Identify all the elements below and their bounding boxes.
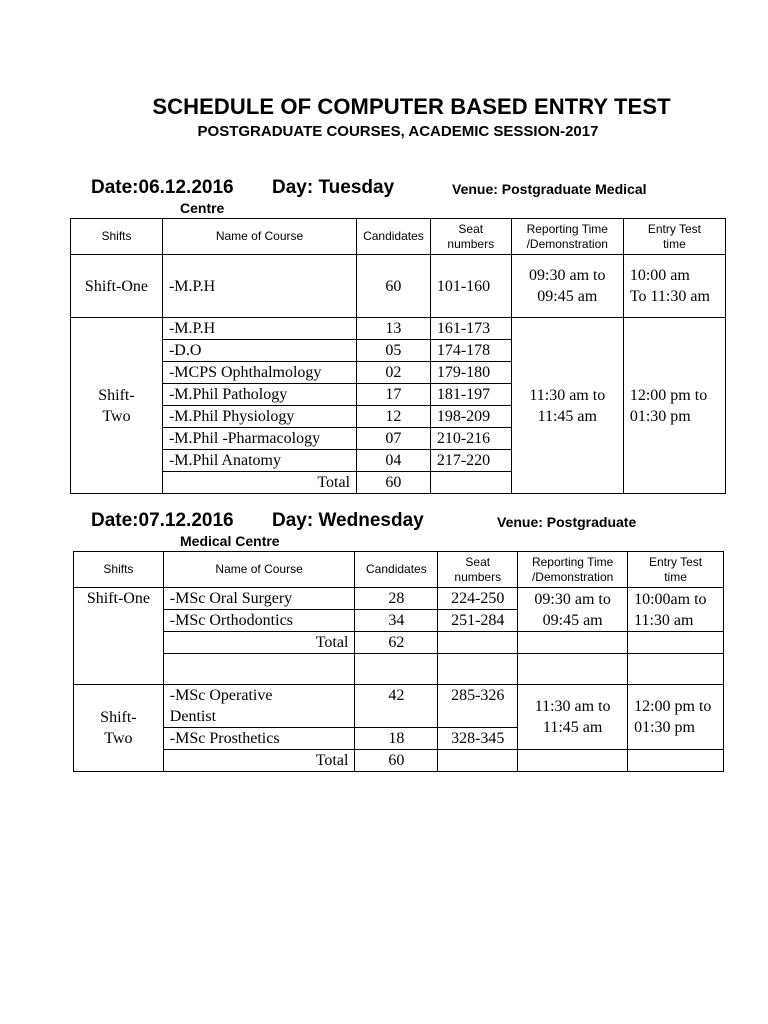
candidates-count: 18 xyxy=(355,728,438,750)
empty-cell xyxy=(628,654,724,685)
total-row xyxy=(74,750,724,772)
reporting-time: 11:30 am to 11:45 am xyxy=(511,318,623,494)
total-label: Total xyxy=(162,472,356,494)
seat-range: 161-173 xyxy=(430,318,511,340)
empty-cell xyxy=(163,654,355,685)
day2-venue: Venue: Postgraduate xyxy=(497,514,637,530)
page-subtitle: POSTGRADUATE COURSES, ACADEMIC SESSION-2017 xyxy=(197,123,599,140)
seat-range: 285-326 xyxy=(438,685,518,728)
empty-cell xyxy=(628,750,724,772)
total-label: Total xyxy=(163,632,355,654)
empty-cell xyxy=(628,632,724,654)
header-reporting-time: Reporting Time /Demonstration xyxy=(518,552,628,588)
header-reporting-time: Reporting Time /Demonstration xyxy=(511,219,623,255)
entry-test-time: 12:00 pm to 01:30 pm xyxy=(623,318,725,494)
empty-cell xyxy=(518,632,628,654)
seat-range: 210-216 xyxy=(430,428,511,450)
table-row xyxy=(71,318,726,340)
course-name: -D.O xyxy=(162,340,356,362)
header-candidates: Candidates xyxy=(357,219,431,255)
day2-venue-cont: Medical Centre xyxy=(180,533,280,549)
reporting-time: 09:30 am to 09:45 am xyxy=(518,588,628,632)
shift-label: Shift- Two xyxy=(74,685,164,772)
header-candidates: Candidates xyxy=(355,552,438,588)
seat-range: 217-220 xyxy=(430,450,511,472)
header-shifts: Shifts xyxy=(74,552,164,588)
course-name: -MCPS Ophthalmology xyxy=(162,362,356,384)
candidates-count: 05 xyxy=(357,340,431,362)
candidates-count: 17 xyxy=(357,384,431,406)
empty-cell xyxy=(430,472,511,494)
course-name: -MSc Oral Surgery xyxy=(163,588,355,610)
empty-cell xyxy=(438,654,518,685)
table-row xyxy=(74,685,724,728)
seat-range: 224-250 xyxy=(438,588,518,610)
candidates-count: 02 xyxy=(357,362,431,384)
header-seat-numbers: Seat numbers xyxy=(430,219,511,255)
seat-range: 181-197 xyxy=(430,384,511,406)
day1-date: Date:06.12.2016 xyxy=(91,177,234,198)
candidates-count: 12 xyxy=(357,406,431,428)
course-name: -MSc Prosthetics xyxy=(163,728,355,750)
header-course: Name of Course xyxy=(163,552,355,588)
seat-range: 198-209 xyxy=(430,406,511,428)
day2-schedule-table xyxy=(73,551,724,772)
day1-day: Day: Tuesday xyxy=(272,177,395,198)
table-row xyxy=(71,255,726,318)
seat-range: 328-345 xyxy=(438,728,518,750)
course-name: -M.P.H xyxy=(162,318,356,340)
candidates-count: 34 xyxy=(355,610,438,632)
entry-test-time: 10:00am to 11:30 am xyxy=(628,588,724,632)
total-label: Total xyxy=(163,750,355,772)
seat-range: 251-284 xyxy=(438,610,518,632)
course-name: -M.P.H xyxy=(162,255,356,318)
candidates-count: 04 xyxy=(357,450,431,472)
empty-cell xyxy=(438,632,518,654)
shift-label: Shift-One xyxy=(71,255,163,318)
course-name: -M.Phil -Pharmacology xyxy=(162,428,356,450)
shift-label: Shift-One xyxy=(74,588,164,685)
day1-venue: Venue: Postgraduate Medical xyxy=(452,181,647,197)
spacer-row xyxy=(74,654,724,685)
course-name: -M.Phil Physiology xyxy=(162,406,356,428)
total-candidates: 60 xyxy=(357,472,431,494)
entry-test-time: 12:00 pm to 01:30 pm xyxy=(628,685,724,750)
header-entry-test-time: Entry Test time xyxy=(628,552,724,588)
course-name: -M.Phil Anatomy xyxy=(162,450,356,472)
header-course: Name of Course xyxy=(162,219,356,255)
page-title: SCHEDULE OF COMPUTER BASED ENTRY TEST xyxy=(152,94,671,119)
header-shifts: Shifts xyxy=(71,219,163,255)
seat-range: 179-180 xyxy=(430,362,511,384)
shift-label: Shift- Two xyxy=(71,318,163,494)
total-candidates: 62 xyxy=(355,632,438,654)
header-entry-test-time: Entry Test time xyxy=(623,219,725,255)
empty-cell xyxy=(438,750,518,772)
candidates-count: 60 xyxy=(357,255,431,318)
candidates-count: 13 xyxy=(357,318,431,340)
total-candidates: 60 xyxy=(355,750,438,772)
reporting-time: 11:30 am to 11:45 am xyxy=(518,685,628,750)
seat-range: 174-178 xyxy=(430,340,511,362)
day1-schedule-table xyxy=(70,218,726,494)
empty-cell xyxy=(518,654,628,685)
empty-cell xyxy=(518,750,628,772)
day1-venue-cont: Centre xyxy=(180,200,225,216)
seat-range: 101-160 xyxy=(430,255,511,318)
course-name: -MSc Orthodontics xyxy=(163,610,355,632)
reporting-time: 09:30 am to 09:45 am xyxy=(511,255,623,318)
course-name: -M.Phil Pathology xyxy=(162,384,356,406)
candidates-count: 07 xyxy=(357,428,431,450)
day2-date: Date:07.12.2016 xyxy=(91,510,234,531)
course-name: -MSc Operative Dentist xyxy=(163,685,355,728)
header-seat-numbers: Seat numbers xyxy=(438,552,518,588)
table-row xyxy=(74,588,724,610)
entry-test-time: 10:00 am To 11:30 am xyxy=(623,255,725,318)
candidates-count: 28 xyxy=(355,588,438,610)
table-header-row xyxy=(71,219,726,255)
empty-cell xyxy=(355,654,438,685)
candidates-count: 42 xyxy=(355,685,438,728)
table-header-row xyxy=(74,552,724,588)
day2-day: Day: Wednesday xyxy=(272,510,424,531)
total-row xyxy=(74,632,724,654)
